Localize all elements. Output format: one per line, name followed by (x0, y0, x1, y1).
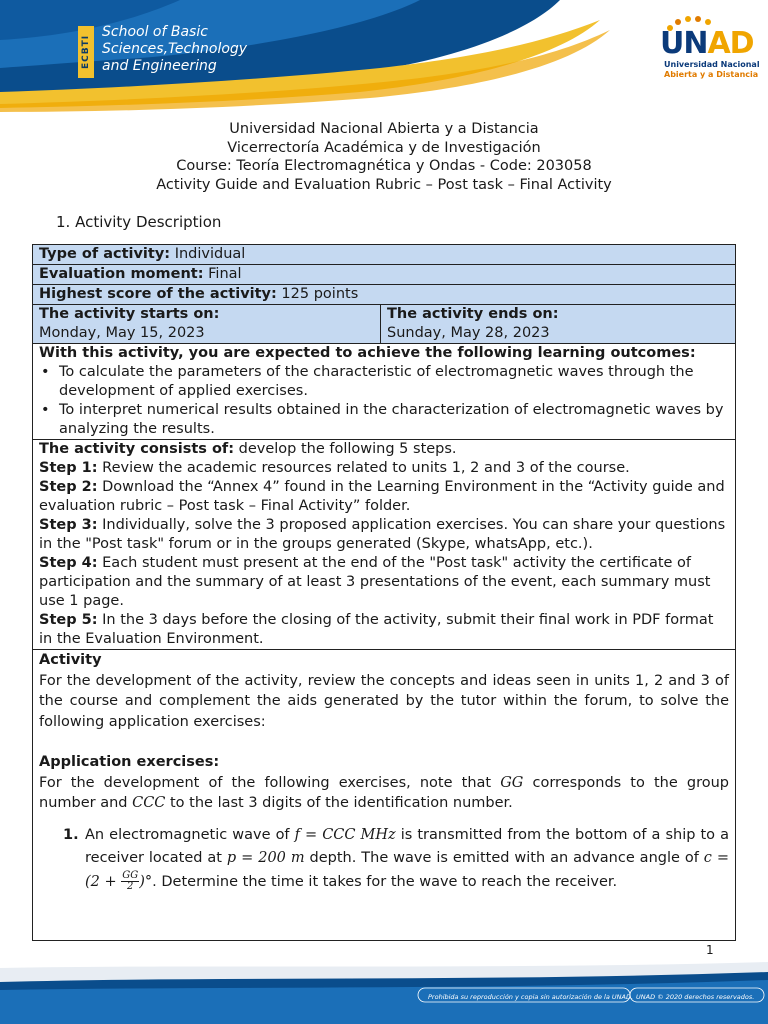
step-label: Step 5: (39, 612, 98, 628)
exercise-text: An electromagnetic wave of (85, 826, 295, 843)
ends-value: Sunday, May 28, 2023 (387, 325, 550, 341)
ecbti-label: ECBTI (81, 34, 91, 70)
footer-banner (0, 960, 768, 1024)
unad-wordmark-main: UN (660, 26, 708, 61)
exercise-text: . Determine the time it takes for the wave to reach the receiver. (152, 873, 618, 890)
starts-label: The activity starts on: (39, 306, 220, 322)
step-text: Individually, solve the 3 proposed application exercises. You can share your questions in the "Post task" forum or in the groups generated (Skype, whatsApp, etc.). (39, 517, 726, 552)
step-text: Download the “Annex 4” found in the Learning Environment in the “Activity guide and evaluation rubric – Post task – Final Activity” folder. (39, 479, 725, 514)
score-value: 125 points (276, 286, 359, 302)
title-line: Universidad Nacional Abierta y a Distancia (229, 121, 539, 137)
dates-row (33, 305, 735, 344)
step-label: Step 3: (39, 517, 98, 533)
unad-logo (648, 16, 760, 96)
math-angle-close: )° (139, 873, 153, 890)
outcomes-list (39, 363, 729, 439)
consists-value: develop the following 5 steps. (234, 441, 457, 457)
application-intro (39, 773, 729, 814)
unad-wordmark-accent: AD (707, 26, 754, 61)
section-heading: 1. Activity Description (56, 213, 222, 231)
math-depth: p = 200 m (226, 850, 305, 866)
activity-table (32, 244, 736, 941)
list-item: • To interpret numerical results obtained in the characterization of electromagnetic waves by analyzing the results. (39, 401, 729, 439)
ends-label: The activity ends on: (387, 306, 559, 322)
start-cell (33, 305, 381, 343)
step-label: Step 1: (39, 460, 98, 476)
step-item (39, 516, 729, 554)
school-name (102, 24, 247, 75)
title-line: Course: Teoría Electromagnética y Ondas - Code: 203058 (176, 158, 592, 174)
exercise-number: 1. (63, 826, 79, 843)
step-text: Each student must present at the end of the "Post task" activity the certificate of participation and the summary of at least 3 presentations of the event, each summary must use 1 page. (39, 555, 711, 609)
unad-subtitle-2: Abierta y a Distancia (664, 70, 759, 79)
moment-row (33, 265, 735, 285)
exercise-item (39, 824, 729, 895)
type-row (33, 245, 735, 265)
school-line: and Engineering (102, 58, 217, 74)
steps-cell (33, 440, 735, 650)
outcomes-heading: With this activity, you are expected to achieve the following learning outcomes: (39, 345, 696, 361)
step-item (39, 554, 729, 611)
intro-text: to the last 3 digits of the identification number. (165, 795, 513, 811)
school-line: Sciences,Technology (102, 41, 248, 57)
math-frequency: f = CCC MHz (294, 826, 396, 843)
step-item (39, 459, 729, 478)
math-fraction (121, 871, 139, 892)
type-label: Type of activity: (39, 246, 171, 262)
math-ccc: CCC (132, 795, 166, 811)
title-line: Vicerrectoría Académica y de Investigación (227, 139, 541, 156)
starts-value: Monday, May 15, 2023 (39, 325, 205, 341)
footer-note-left: Prohibida su reproducción y copia sin autorización de la UNAD. (428, 993, 634, 1001)
step-label: Step 4: (39, 555, 98, 571)
unad-wordmark (660, 26, 754, 61)
step-item (39, 478, 729, 516)
intro-text: corresponds to the group number and (39, 774, 730, 811)
document-titles (0, 120, 768, 194)
list-item: • To calculate the parameters of the characteristic of electromagnetic waves through the development of applied exercises. (39, 363, 729, 401)
step-label: Step 2: (39, 479, 98, 495)
fraction-numerator: GG (122, 870, 139, 881)
title-line: Activity Guide and Evaluation Rubric – Post task – Final Activity (156, 176, 612, 193)
application-heading: Application exercises: (39, 754, 220, 770)
moment-value: Final (203, 266, 242, 282)
math-angle: c = (2 + (85, 850, 729, 890)
footer-note-right: UNAD © 2020 derechos reservados. (636, 993, 755, 1001)
math-gg: GG (500, 774, 524, 791)
fraction-denominator: 2 (127, 881, 134, 892)
exercise-text: depth. The wave is emitted with an advance angle of (304, 850, 704, 866)
type-value: Individual (170, 246, 246, 262)
school-line: School of Basic (102, 24, 208, 40)
intro-text: For the development of the following exercises, note that (39, 774, 501, 791)
activity-heading: Activity (39, 652, 102, 668)
activity-text: For the development of the activity, review the concepts and ideas seen in units 1, 2 and 3 of the course and complement the aids generated by the tutor within the forum, to solve the following application exercises: (39, 672, 729, 730)
header-banner (0, 0, 768, 112)
consists-label: The activity consists of: (39, 441, 235, 457)
outcomes-cell (33, 344, 735, 440)
score-row (33, 285, 735, 305)
moment-label: Evaluation moment: (39, 266, 204, 282)
activity-cell (33, 650, 735, 940)
step-text: In the 3 days before the closing of the activity, submit their final work in PDF format in the Evaluation Environment. (39, 612, 714, 647)
score-label: Highest score of the activity: (39, 286, 277, 302)
exercise-text: is transmitted from the bottom of a ship to a receiver located at (85, 826, 729, 866)
footer-graphic (0, 960, 768, 1024)
step-item (39, 611, 729, 649)
page-number: 1 (706, 943, 714, 957)
end-cell (381, 305, 735, 343)
unad-subtitle-1: Universidad Nacional (664, 60, 760, 69)
step-text: Review the academic resources related to units 1, 2 and 3 of the course. (97, 460, 630, 476)
